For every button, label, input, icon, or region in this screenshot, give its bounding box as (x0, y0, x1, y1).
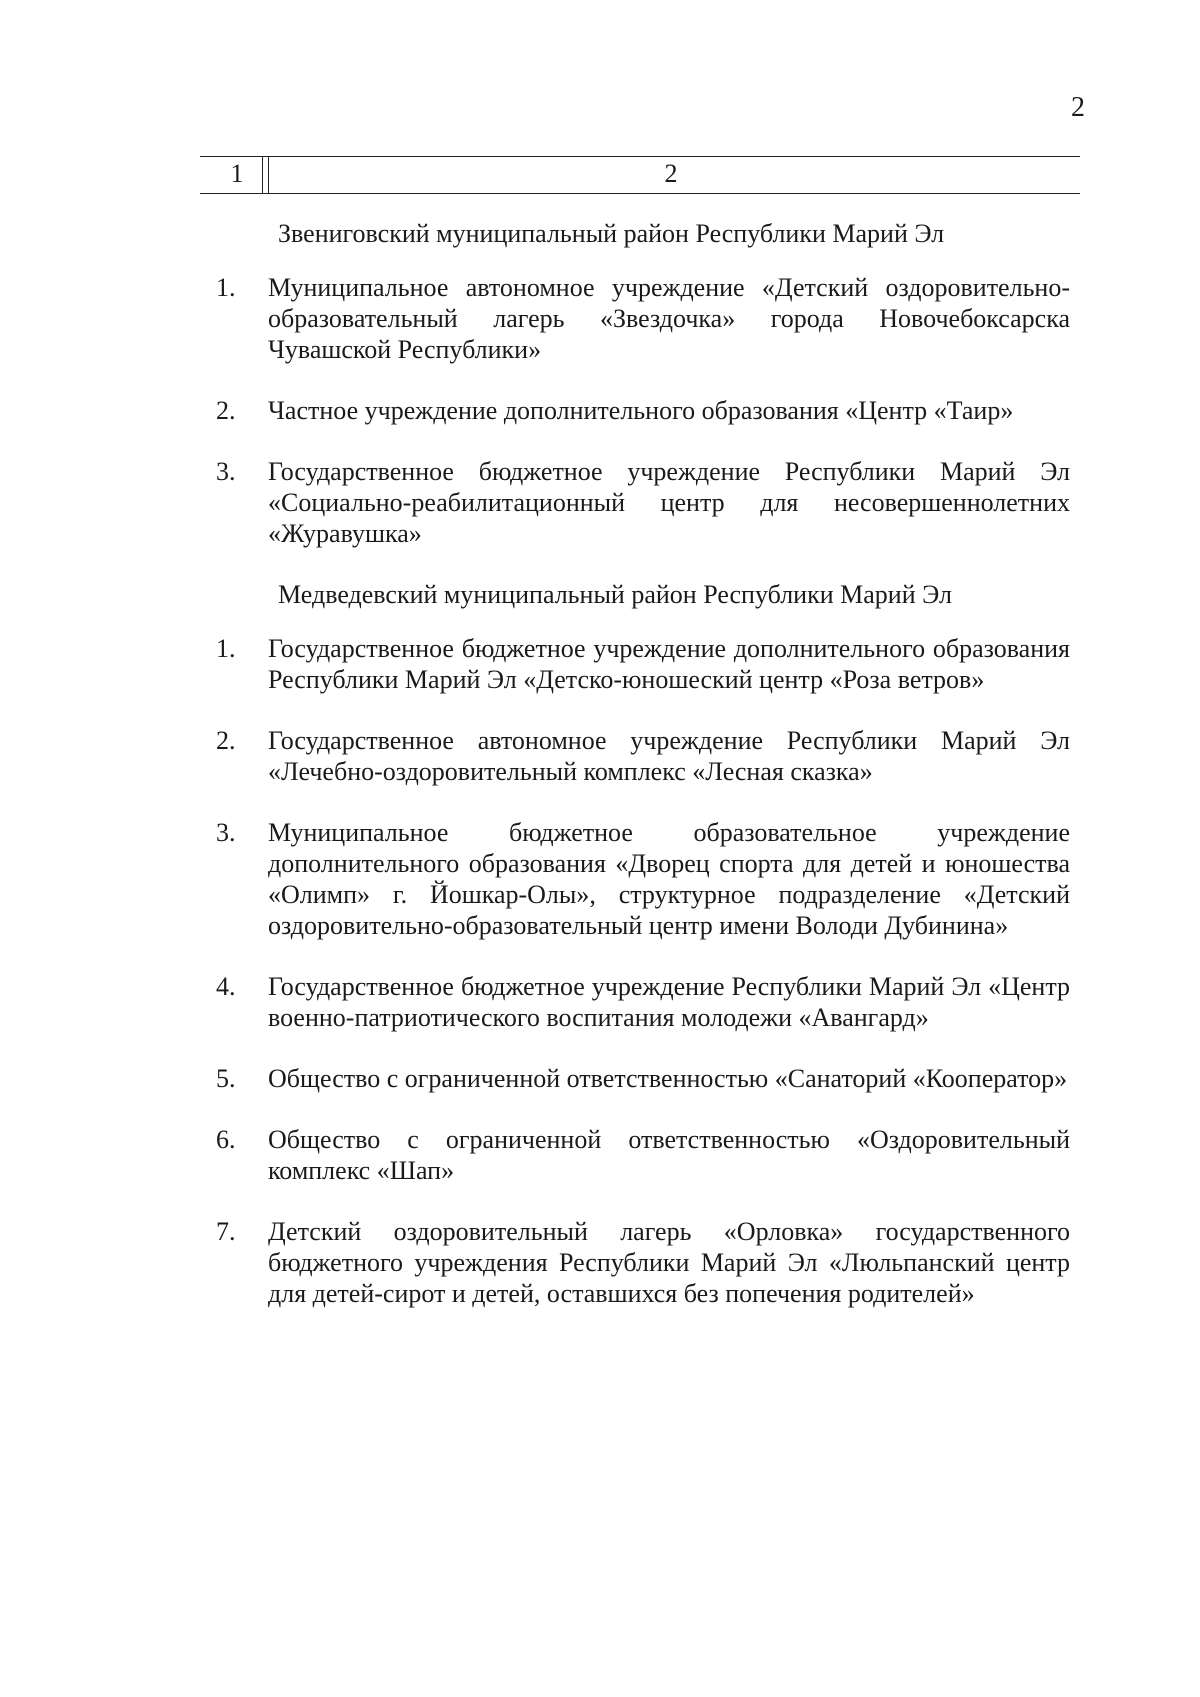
table-header-col-2: 2 (664, 159, 678, 188)
list-item-text: Муниципальное автономное учреждение «Детский оздоровительно-образовательный лагерь «Звездочка» города Новочебоксарска Чувашской Республики» (268, 273, 1070, 364)
table-header-col-1: 1 (200, 157, 263, 193)
list-item-text: Государственное бюджетное учреждение дополнительного образования Республики Марий Эл «Детско-юношеский центр «Роза ветров» (268, 634, 1070, 694)
list-item (200, 1124, 1070, 1186)
list-item-number: 2. (216, 396, 236, 425)
list-item-text: Детский оздоровительный лагерь «Орловка» государственного бюджетного учреждения Республики Марий Эл «Люльпанский центр для детей-сирот и детей, оставшихся без попечения родителей» (268, 1217, 1070, 1308)
list-item-number: 4. (216, 972, 236, 1001)
list-item-text: Общество с ограниченной ответственностью «Оздоровительный комплекс «Шап» (268, 1125, 1070, 1185)
list-item-number: 7. (216, 1217, 236, 1246)
section-title: Звениговский муниципальный район Республики Марий Эл (278, 219, 945, 248)
list-item (200, 725, 1070, 787)
list-item-number: 1. (216, 634, 236, 663)
list-item (200, 1216, 1070, 1309)
list-item-number: 3. (216, 457, 236, 486)
list-item-number: 6. (216, 1125, 236, 1154)
list-item-text: Государственное бюджетное учреждение Республики Марий Эл «Социально-реабилитационный центр для несовершеннолетних «Журавушка» (268, 457, 1070, 548)
document-body (200, 218, 1070, 1339)
list-item (200, 633, 1070, 695)
list-item (200, 1063, 1070, 1094)
list-item (200, 456, 1070, 549)
table-header (200, 156, 1080, 194)
page-number: 2 (1071, 92, 1085, 123)
list-item-text: Муниципальное бюджетное образовательное учреждение дополнительного образования «Дворец спорта для детей и юношества «Олимп» г. Йошкар-Олы», структурное подразделение «Детский оздоровительно-образовательный центр имени Володи Дубинина» (268, 818, 1070, 940)
list-item-text: Частное учреждение дополнительного образования «Центр «Таир» (268, 396, 1014, 425)
list-item-number: 3. (216, 818, 236, 847)
list-item-text: Государственное автономное учреждение Республики Марий Эл «Лечебно-оздоровительный комплекс «Лесная сказка» (268, 726, 1070, 786)
list-item (200, 817, 1070, 941)
list-item-text: Государственное бюджетное учреждение Республики Марий Эл «Центр военно-патриотического воспитания молодежи «Авангард» (268, 972, 1070, 1032)
list-item-number: 2. (216, 726, 236, 755)
list-item (200, 272, 1070, 365)
list-item-number: 5. (216, 1064, 236, 1093)
list-item-text: Общество с ограниченной ответственностью «Санаторий «Кооператор» (268, 1064, 1068, 1093)
section-title: Медведевский муниципальный район Республики Марий Эл (278, 580, 952, 609)
list-item (200, 395, 1070, 426)
list-item (200, 971, 1070, 1033)
list-item-number: 1. (216, 273, 236, 302)
